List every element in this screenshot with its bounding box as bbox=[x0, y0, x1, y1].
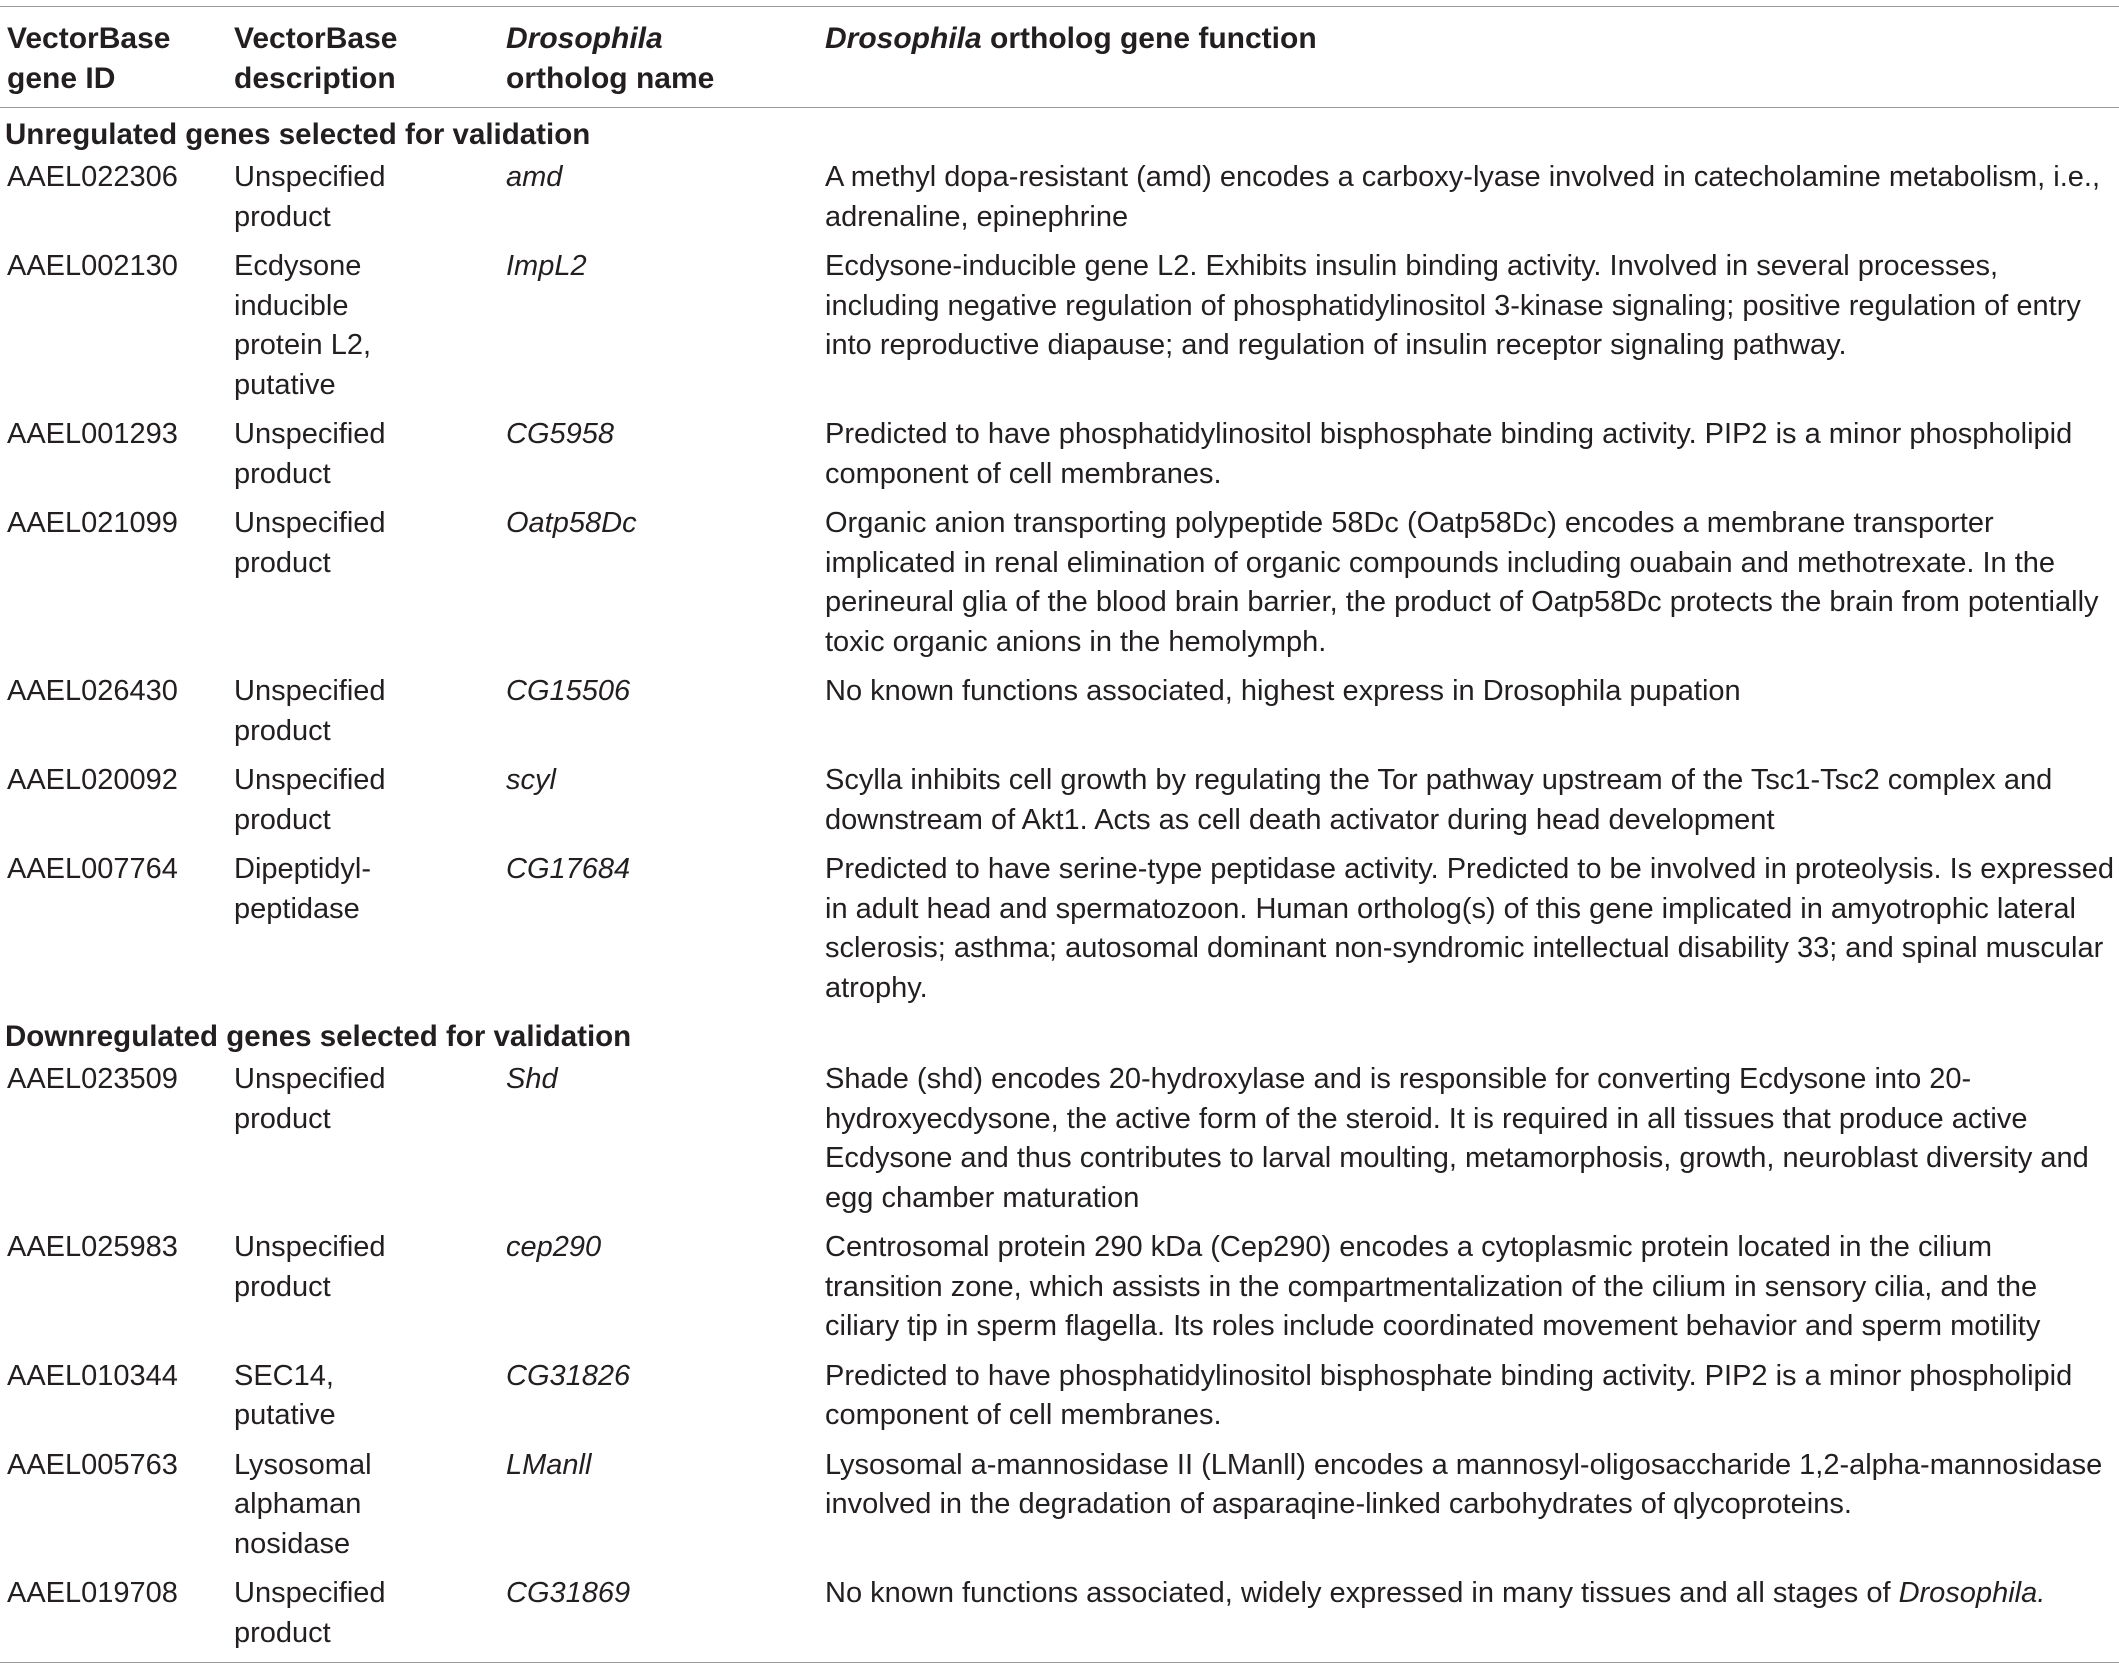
function-text: Ecdysone-inducible gene L2. Exhibits insulin binding activity. Involved in several processes, including negative regulation of phosphatidylinositol 3-kinase signaling; positive regulation of entry into reproductive diapause; and regulation of insulin receptor signaling pathway. bbox=[825, 250, 2081, 361]
description-cell: Unspecified product bbox=[234, 418, 386, 490]
gene-id-cell: AAEL020092 bbox=[7, 764, 178, 796]
gene-table bbox=[0, 6, 2119, 1663]
function-text: Predicted to have serine-type peptidase activity. Predicted to be involved in proteolysis. Is expressed in adult head and spermatozoon. Human ortholog(s) of this gene implicated in amyotrophic lateral sclerosis; asthma; autosomal dominant non-syndromic intellectual disability 33; and spinal muscular atrophy. bbox=[825, 853, 2115, 1004]
gene-id-cell: AAEL022306 bbox=[7, 161, 178, 193]
ortholog-name-cell: scyl bbox=[506, 764, 556, 796]
header-gene-id: VectorBase gene ID bbox=[7, 22, 171, 95]
header-ortholog-function-species: Drosophila bbox=[825, 22, 982, 55]
gene-id-cell: AAEL026430 bbox=[7, 675, 178, 707]
ortholog-function-cell bbox=[818, 1060, 2119, 1218]
table-row bbox=[0, 849, 2119, 1017]
header-ortholog-name-rest: ortholog name bbox=[506, 62, 715, 95]
ortholog-name-cell: Oatp58Dc bbox=[506, 507, 637, 539]
ortholog-function-cell bbox=[818, 761, 2119, 840]
ortholog-function-cell bbox=[818, 415, 2119, 494]
ortholog-name-cell: cep290 bbox=[506, 1231, 602, 1263]
table-body bbox=[0, 108, 2119, 1662]
ortholog-name-cell: amd bbox=[506, 161, 563, 193]
gene-id-cell: AAEL021099 bbox=[7, 507, 178, 539]
description-cell: Unspecified product bbox=[234, 507, 386, 579]
header-ortholog-function-rest: ortholog gene function bbox=[981, 22, 1317, 55]
header-description: VectorBase description bbox=[234, 22, 398, 95]
table-row bbox=[0, 1445, 2119, 1574]
table-row bbox=[0, 157, 2119, 246]
function-text-species: Drosophila. bbox=[1898, 1577, 2046, 1609]
description-cell: Dipeptidyl-peptidase bbox=[234, 853, 371, 925]
ortholog-name-cell: CG15506 bbox=[506, 675, 631, 707]
ortholog-name-cell: CG5958 bbox=[506, 418, 615, 450]
function-text: Lysosomal a-mannosidase II (LManll) encodes a mannosyl-oligosaccharide 1,2-alpha-mannosidase involved in the degradation of asparaqine-linked carbohydrates of qlycoproteins. bbox=[825, 1448, 2103, 1520]
ortholog-name-cell: ImpL2 bbox=[506, 250, 587, 282]
gene-id-cell: AAEL002130 bbox=[7, 250, 178, 282]
table-row bbox=[0, 503, 2119, 671]
description-cell: Unspecified product bbox=[234, 1231, 386, 1303]
ortholog-function-cell bbox=[818, 1446, 2119, 1565]
description-cell: Unspecified product bbox=[234, 1063, 386, 1135]
description-cell: SEC14, putative bbox=[234, 1359, 336, 1431]
gene-id-cell: AAEL023509 bbox=[7, 1063, 178, 1095]
ortholog-function-cell bbox=[818, 1357, 2119, 1436]
section-title: Unregulated genes selected for validation bbox=[5, 118, 591, 151]
table-row bbox=[0, 1227, 2119, 1356]
ortholog-function-cell bbox=[818, 158, 2119, 237]
ortholog-name-cell: CG31826 bbox=[506, 1359, 631, 1392]
description-cell: Unspecified product bbox=[234, 161, 386, 233]
gene-id-cell: AAEL005763 bbox=[7, 1448, 178, 1481]
header-ortholog-function bbox=[818, 19, 2119, 99]
description-cell: Ecdysone inducible protein L2, putative bbox=[234, 250, 372, 401]
description-cell: Unspecified product bbox=[234, 675, 386, 747]
function-text: No known functions associated, highest express in Drosophila pupation bbox=[825, 675, 1741, 707]
table-header bbox=[0, 7, 2119, 108]
ortholog-function-cell bbox=[818, 1574, 2119, 1653]
table-row bbox=[0, 414, 2119, 503]
function-text: A methyl dopa-resistant (amd) encodes a carboxy-lyase involved in catecholamine metabolism, i.e., adrenaline, epinephrine bbox=[825, 161, 2100, 233]
ortholog-function-cell bbox=[818, 672, 2119, 751]
function-text: Organic anion transporting polypeptide 58Dc (Oatp58Dc) encodes a membrane transporter implicated in renal elimination of organic compounds including ouabain and methotrexate. In the perineural glia of the blood brain barrier, the product of Oatp58Dc protects the brain from potentially toxic organic anions in the hemolymph. bbox=[825, 507, 2099, 658]
gene-id-cell: AAEL010344 bbox=[7, 1359, 178, 1392]
function-text: Centrosomal protein 290 kDa (Cep290) encodes a cytoplasmic protein located in the cilium transition zone, which assists in the compartmentalization of the cilium in sensory cilia, and the ciliary tip in sperm flagella. Its roles include coordinated movement behavior and sperm motility bbox=[825, 1231, 2041, 1342]
gene-id-cell: AAEL025983 bbox=[7, 1231, 178, 1263]
function-text: Scylla inhibits cell growth by regulating the Tor pathway upstream of the Tsc1-Tsc2 complex and downstream of Akt1. Acts as cell death activator during head development bbox=[825, 764, 2053, 836]
ortholog-function-cell bbox=[818, 850, 2119, 1008]
ortholog-name-cell: Shd bbox=[506, 1063, 558, 1095]
gene-id-cell: AAEL007764 bbox=[7, 853, 178, 885]
description-cell: Lysosomal alphaman nosidase bbox=[234, 1448, 372, 1560]
table-row bbox=[0, 1059, 2119, 1227]
function-text: Predicted to have phosphatidylinositol bisphosphate binding activity. PIP2 is a minor phospholipid component of cell membranes. bbox=[825, 418, 2073, 490]
table-row bbox=[0, 246, 2119, 414]
ortholog-function-cell bbox=[818, 1228, 2119, 1347]
ortholog-name-cell: CG31869 bbox=[506, 1577, 631, 1609]
ortholog-function-cell bbox=[818, 247, 2119, 405]
function-text: Predicted to have phosphatidylinositol bisphosphate binding activity. PIP2 is a minor phospholipid component of cell membranes. bbox=[825, 1359, 2073, 1431]
description-cell: Unspecified product bbox=[234, 1577, 386, 1649]
function-text: No known functions associated, widely expressed in many tissues and all stages of bbox=[825, 1577, 1899, 1609]
table-row bbox=[0, 760, 2119, 849]
header-ortholog-name bbox=[499, 19, 739, 99]
gene-id-cell: AAEL019708 bbox=[7, 1577, 178, 1609]
table-row bbox=[0, 1356, 2119, 1445]
gene-id-cell: AAEL001293 bbox=[7, 418, 178, 450]
table-row bbox=[0, 671, 2119, 760]
function-text: Shade (shd) encodes 20-hydroxylase and is responsible for converting Ecdysone into 20-hydroxyecdysone, the active form of the steroid. It is required in all tissues that produce active Ecdysone and thus contributes to larval moulting, metamorphosis, growth, neuroblast diversity and egg chamber maturation bbox=[825, 1063, 2089, 1214]
ortholog-function-cell bbox=[818, 504, 2119, 662]
section-title: Downregulated genes selected for validation bbox=[5, 1020, 632, 1053]
header-ortholog-name-species: Drosophila bbox=[506, 22, 663, 55]
ortholog-name-cell: CG17684 bbox=[506, 853, 631, 885]
description-cell: Unspecified product bbox=[234, 764, 386, 836]
ortholog-name-cell: LManll bbox=[506, 1448, 592, 1481]
table-row bbox=[0, 1573, 2119, 1662]
